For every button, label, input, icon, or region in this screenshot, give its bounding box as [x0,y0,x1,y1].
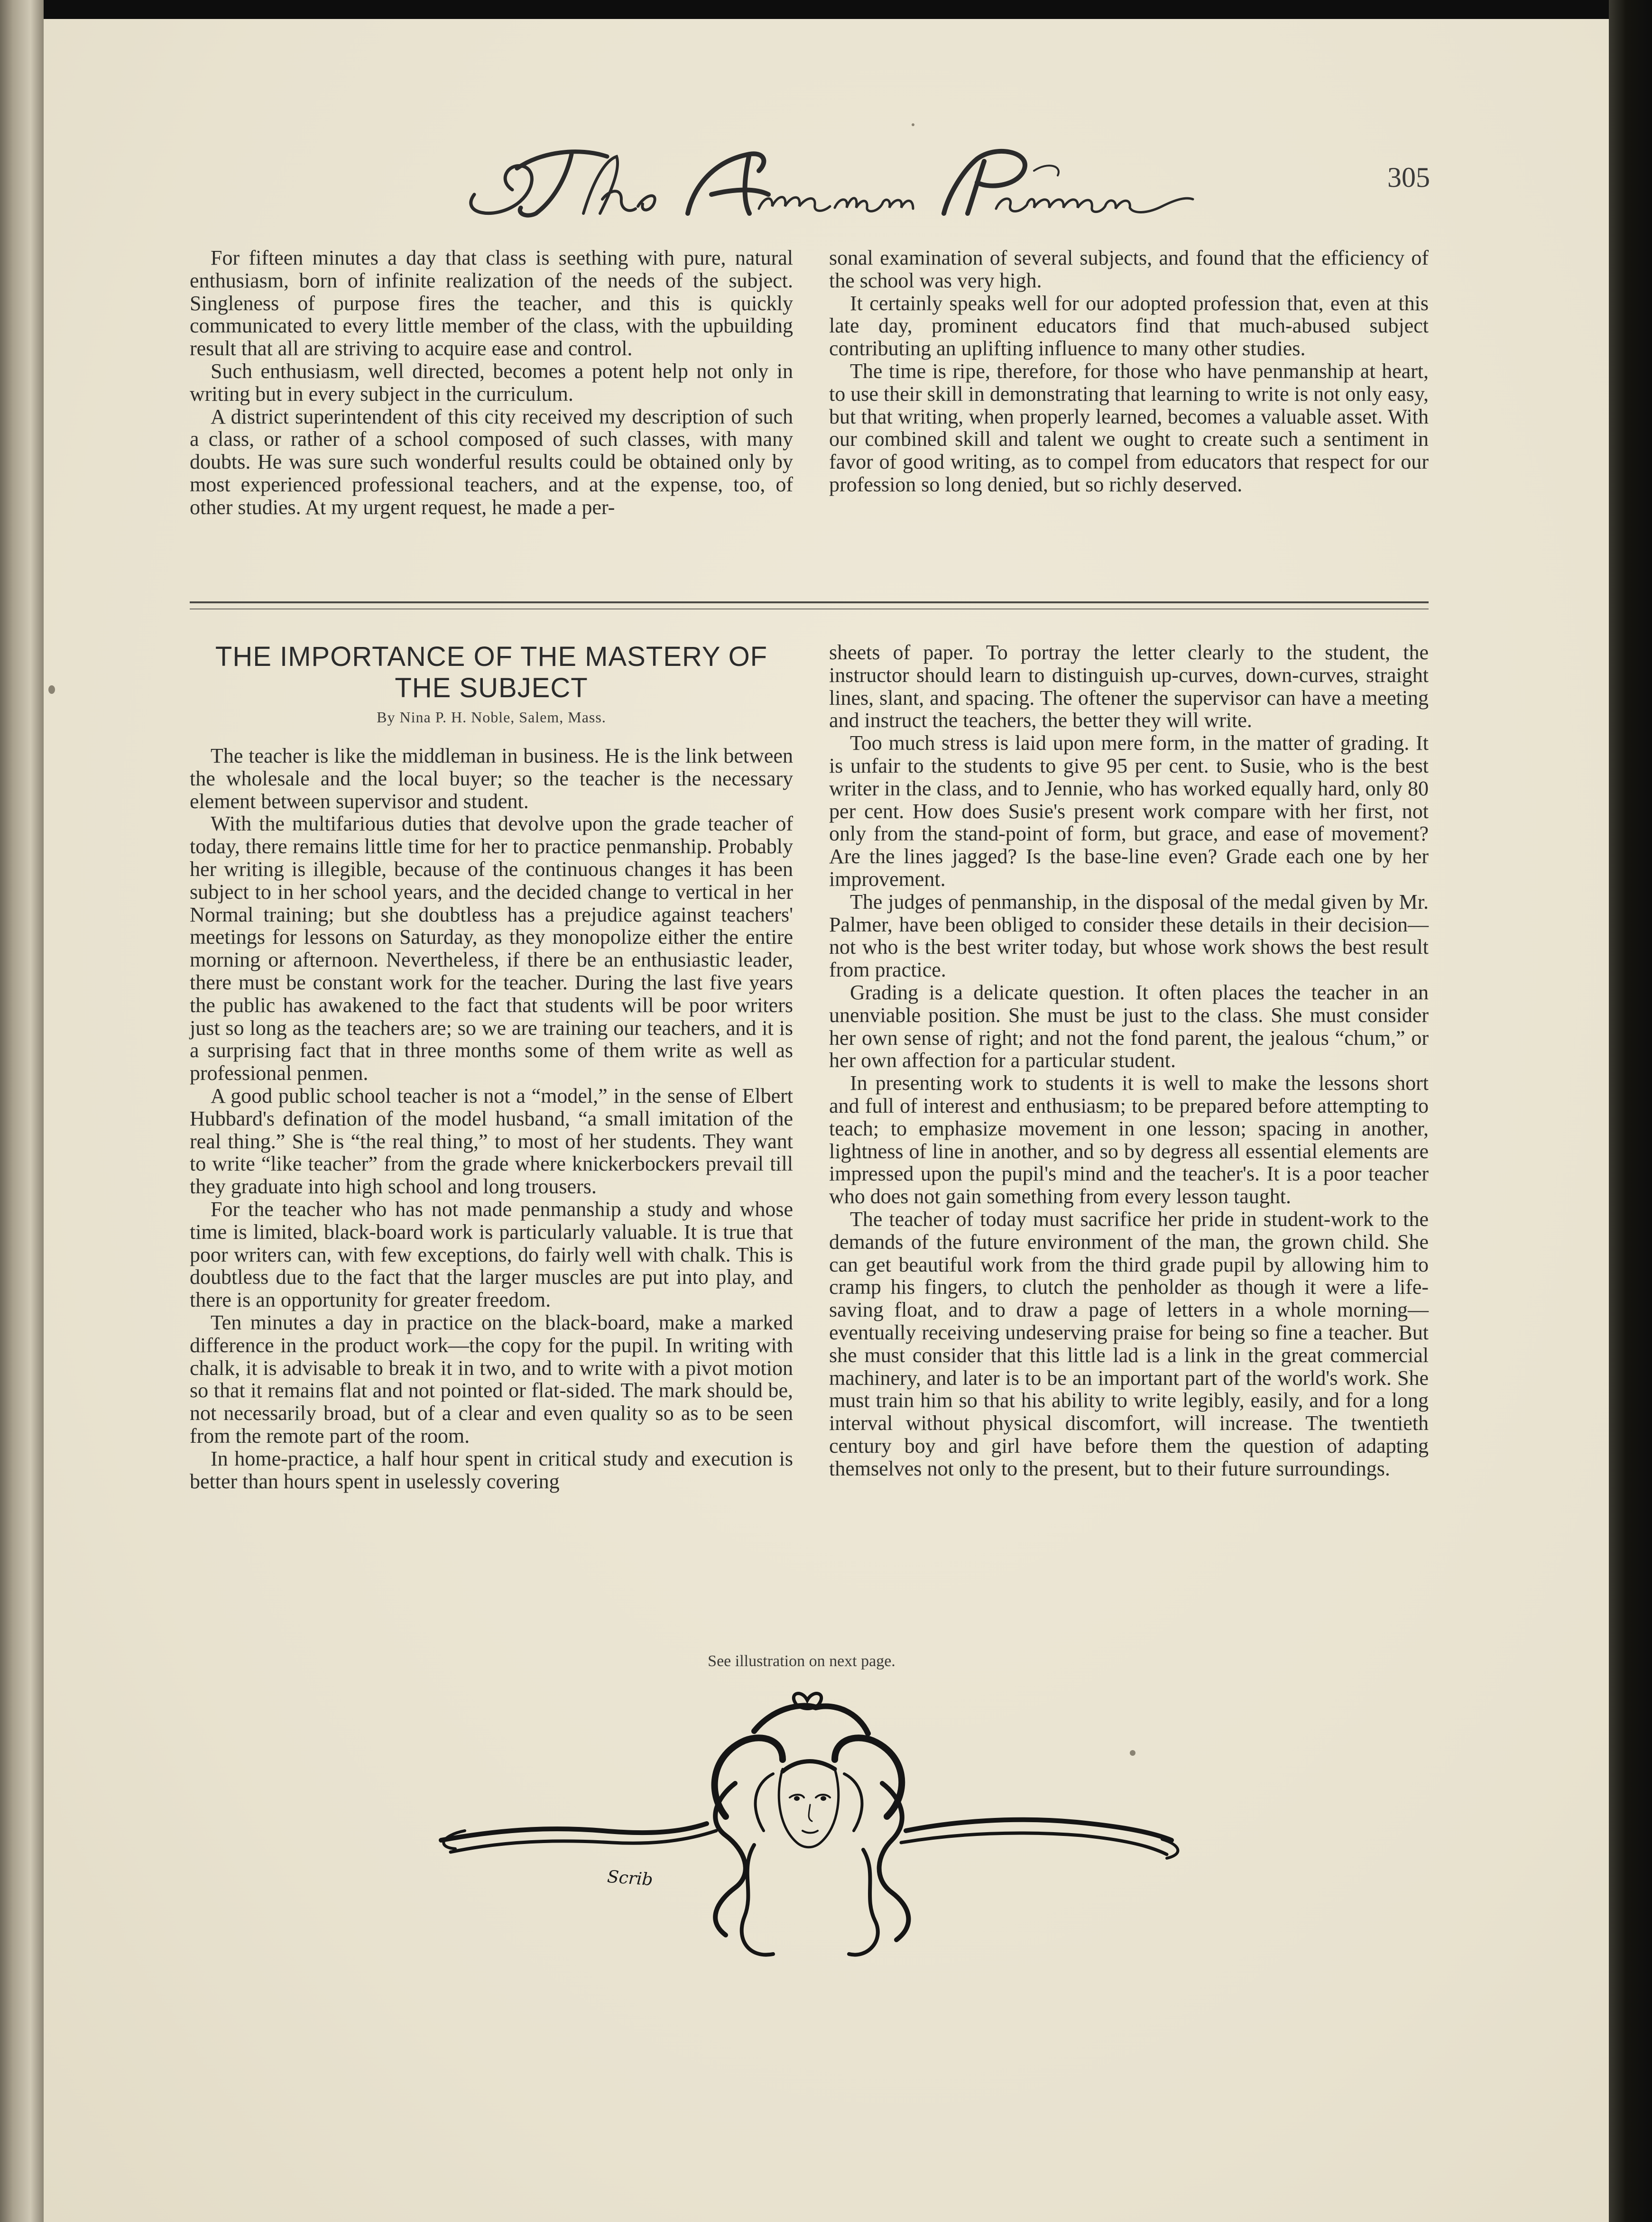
paragraph: For fifteen minutes a day that class is seething with pure, natural enthusiasm, born of infinite realization of the needs of the subject. Singleness of purpose fires the teacher, and this is quickly communicated to every little member of the class, with the upbuilding result that all are striving to acquire ease and control. [190,246,793,360]
paragraph: Grading is a delicate question. It often places the teacher in an unenviable position. She must be just to the class. She must consider her own sense of right; and not the fond parent, the jealous “chum,” or her own affection for a particular student. [829,980,1429,1072]
decorative-vignette [422,1688,1205,1982]
paragraph: It certainly speaks well for our adopted profession that, even at this late day, prominent educators find that much-abused subject contributing an uplifting influence to many other studies. [829,291,1429,360]
paragraph: Ten minutes a day in practice on the black-board, make a marked difference in the product work—the copy for the pupil. In writing with chalk, it is advisable to break it in two, and to write with a pivot motion so that it remains flat and not pointed or flat-sided. The mark should be, not necessarily broad, but of a clear and even quality so as to be seen from the remote part of the room. [190,1310,793,1448]
illustration-note: See illustration on next page. [708,1652,895,1670]
paragraph: sonal examination of several subjects, and found that the efficiency of the school was very high. [829,246,1429,292]
paragraph: For the teacher who has not made penmanship a study and whose time is limited, black-board work is particularly valuable. It is true that poor writers can, with few exceptions, do fairly well with chalk. This is doubtless due to the fact that the larger muscles are put into play, and there is an opportunity for greater freedom. [190,1197,793,1312]
paragraph: The time is ripe, therefore, for those who have penmanship at heart, to use their skill in demonstrating that learning to write is not only easy, but that writing, when properly learned, becomes a valuable asset. With our combined skill and talent we ought to create such a sentiment in favor of good writing, as to compel from educators that respect for our profession so long denied, but so richly deserved. [829,359,1429,496]
paragraph: Such enthusiasm, well directed, becomes a potent help not only in writing but in every subject in the curriculum. [190,359,793,406]
article-title [190,641,793,704]
article-right-column [829,641,1429,1480]
section-divider [190,601,1429,603]
continued-text-left-column [190,247,793,519]
artist-signature: Scrib [606,1867,654,1890]
masthead-script-icon [465,142,1195,223]
paragraph: In home-practice, a half hour spent in critical study and execution is better than hours spent in uselessly covering [190,1447,793,1493]
previous-page-edge [0,0,44,2222]
paragraph: The judges of penmanship, in the disposal of the medal given by Mr. Palmer, have been obliged to consider these details in their decision—not who is the best writer today, but whose work shows the best result from practice. [829,890,1429,982]
article-left-column [190,745,793,1493]
paragraph: The teacher is like the middleman in business. He is the link between the wholesale and the local buyer; so the teacher is the necessary element between supervisor and student. [190,744,793,813]
article-title-line: THE SUBJECT [395,673,588,703]
paragraph: In presenting work to students it is well to make the lessons short and full of interest and enthusiasm; to be prepared before attempting to teach; to emphasize movement in one lesson; spacing in another, lightness of line in another, and so by degress all essential elements are impressed upon the pupil's mind and the teacher's. It is a poor teacher who does not gain something from every lesson taught. [829,1071,1429,1208]
paragraph: A good public school teacher is not a “model,” in the sense of Elbert Hubbard's defination of the model husband, “a small imitation of the real thing.” She is “the real thing,” to most of her students. They want to write “like teacher” from the grade where knickerbockers prevail till they graduate into high school and long trousers. [190,1084,793,1199]
paragraph: Too much stress is laid upon mere form, in the matter of grading. It is unfair to the students to give 95 per cent. to Susie, who is the best writer in the class, and to Jennie, who has worked equally hard, only 80 per cent. How does Susie's present work compare with her first, not only from the stand-point of form, but grace, and ease of movement? Are the lines jagged? Is the base-line even? Grade each one by her improvement. [829,731,1429,891]
paragraph: A district superintendent of this city received my description of such a class, or rather of a school composed of such classes, with many doubts. He was sure such wonderful results could be obtained only by most experienced professional teachers, and at the expense, too, of other studies. At my urgent request, he made a per- [190,405,793,519]
paragraph: With the multifarious duties that devolve upon the grade teacher of today, there remains little time for her to practice penmanship. Probably her writing is illegible, because of the continuous changes it has been subject to in her school years, and the decided change to vertical in her Normal training; but she doubtless has a prejudice against teachers' meetings for lessons on Saturday, as they monopolize either the entire morning or afternoon. Nevertheless, if there be an enthusiastic leader, there must be constant work for the teacher. During the last five years the public has awakened to the fact that students will be poor writers just so long as the teachers are; so we are training our teachers, and it is a surprising fact that in three months some of them write as well as professional penmen. [190,812,793,1085]
article-byline: By Nina P. H. Noble, Salem, Mass. [377,709,606,726]
continued-text-right-column [829,247,1429,496]
paper-speck [48,685,55,694]
scan-border [1609,0,1652,2222]
flowing-hair-face-icon [422,1688,1205,1982]
paper-speck [912,123,914,126]
article-title-line: THE IMPORTANCE OF THE MASTERY OF [215,641,768,672]
paragraph: The teacher of today must sacrifice her pride in student-work to the demands of the future environment of the man, the grown child. She can get beautiful work from the third grade pupil by allowing him to cramp his fingers, to clutch the penholder as though it were a life-saving float, and to draw a page of letters in a whole morning—eventually receiving undeserving praise for being so fine a teacher. But she must consider that this little lad is a link in the great commercial machinery, and later is to be an important part of the world's work. She must train him so that his ability to write legibly, easily, and for a long interval without physical discomfort, will increase. The twentieth century boy and girl have before them the question of adapting themselves not only to the present, but to their future surroundings. [829,1207,1429,1480]
page-number: 305 [1387,162,1430,193]
paragraph: sheets of paper. To portray the letter clearly to the student, the instructor should learn to distinguish up-curves, down-curves, straight lines, slant, and spacing. The oftener the supervisor can have a meeting and instruct the teachers, the better they will write. [829,641,1429,732]
masthead-logo [465,142,1195,223]
